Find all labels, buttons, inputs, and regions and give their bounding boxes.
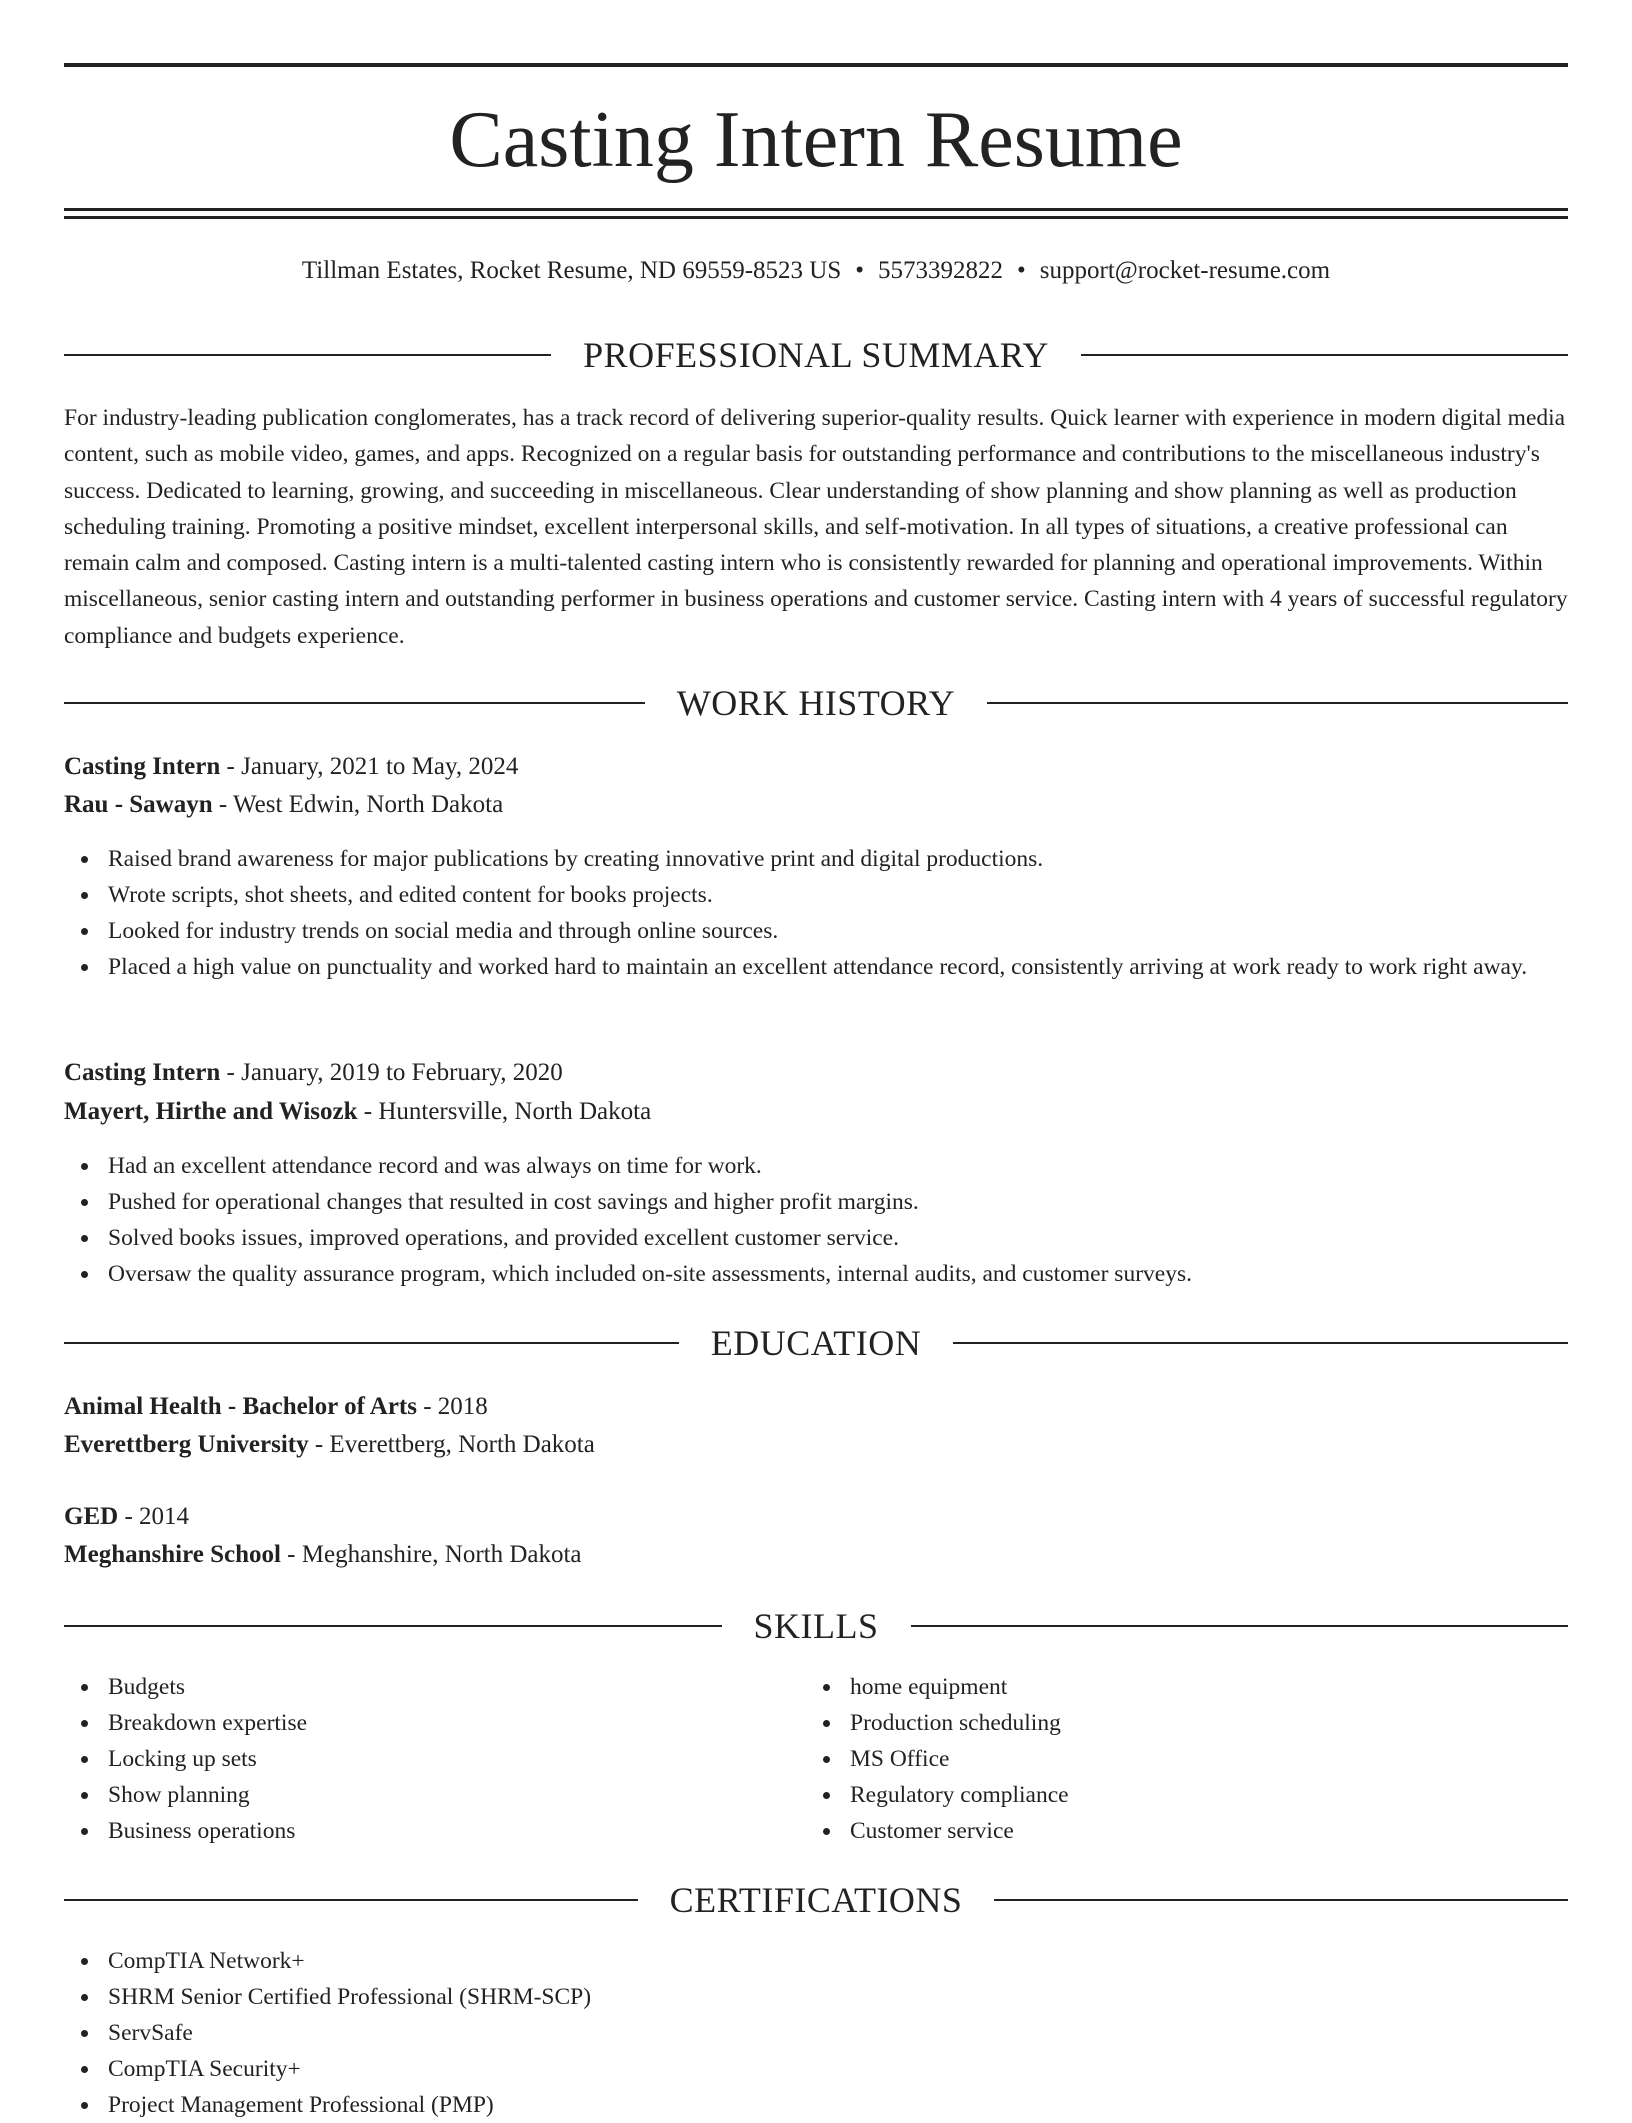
section-rule [64, 354, 551, 356]
job-company-line [64, 788, 1568, 822]
education-degree-line [64, 1500, 1568, 1534]
job-title-line [64, 1056, 1568, 1090]
skill-item: Budgets [64, 1669, 1568, 1705]
contact-separator: • [1017, 257, 1026, 284]
section-rule [64, 1899, 638, 1901]
job-bullet: Wrote scripts, shot sheets, and edited content for books projects. [64, 877, 1568, 913]
skill-item: Regulatory compliance [806, 1777, 1632, 1813]
education-school: Everettberg University [64, 1431, 309, 1458]
job-bullet: Had an excellent attendance record and was always on time for work. [64, 1148, 1568, 1184]
section-rule [953, 1342, 1568, 1344]
job-bullet: Solved books issues, improved operations, and provided excellent customer service. [64, 1220, 1568, 1256]
section-title-summary: PROFESSIONAL SUMMARY [583, 335, 1049, 375]
resume-title: Casting Intern Resume [449, 96, 1183, 184]
job-bullet: Raised brand awareness for major publications by creating innovative print and digital productions. [64, 841, 1568, 877]
section-rule [64, 1342, 679, 1344]
education-degree: GED [64, 1503, 119, 1530]
job-bullet: Pushed for operational changes that resulted in cost savings and higher profit margins. [64, 1184, 1568, 1220]
section-header-education [64, 1321, 1568, 1365]
certification-item: SHRM Senior Certified Professional (SHRM-SCP) [64, 1979, 1568, 2015]
skill-item: Breakdown expertise [64, 1705, 1568, 1741]
section-rule [911, 1625, 1569, 1627]
certification-item: CompTIA Network+ [64, 1943, 1568, 1979]
section-header-skills [64, 1604, 1568, 1648]
contact-line [64, 254, 1568, 288]
contact-email: support@rocket-resume.com [1039, 257, 1331, 284]
section-rule [1081, 354, 1568, 356]
education-year: - 2018 [416, 1393, 488, 1420]
job-company: Mayert, Hirthe and Wisozk [64, 1098, 358, 1125]
section-header-work [64, 681, 1568, 725]
job-bullet: Oversaw the quality assurance program, which included on-site assessments, internal audits, and customer surveys. [64, 1256, 1568, 1292]
job-title-line [64, 750, 1568, 784]
skill-item: MS Office [806, 1741, 1632, 1777]
contact-separator: • [855, 257, 865, 284]
skill-item: home equipment [806, 1669, 1632, 1705]
section-title-work: WORK HISTORY [676, 683, 956, 723]
job-company-line [64, 1095, 1568, 1129]
education-year: - 2014 [118, 1503, 190, 1530]
job-bullet: Placed a high value on punctuality and worked hard to maintain an excellent attendance record, consistently arriving at work ready to work right away. [64, 949, 1568, 985]
job-dates: - January, 2019 to February, 2020 [220, 1059, 563, 1086]
job-location: - Huntersville, North Dakota [357, 1098, 652, 1125]
education-degree-line [64, 1390, 1568, 1424]
job-role: Casting Intern [64, 1059, 221, 1086]
education-school-line [64, 1538, 1568, 1572]
section-title-skills: SKILLS [753, 1606, 879, 1646]
professional-summary: For industry-leading publication conglomerates, has a track record of delivering superior-quality results. Quick learner with experience in modern digital media content, such as mobile video, games, and apps. Recognized on a regular basis for outstanding performance and contributions to the miscellaneous industry's success. Dedicated to learning, growing, and succeeding in miscellaneous. Clear understanding of show planning and show planning as well as production scheduling training. Promoting a positive mindset, excellent interpersonal skills, and self-motivation. In all types of situations, a creative professional can remain calm and composed. Casting intern is a multi-talented casting intern who is consistently rewarded for planning and operational improvements. Within miscellaneous, senior casting intern and outstanding performer in business operations and customer service. Casting intern with 4 years of successful regulatory compliance and budgets experience. [64, 405, 1568, 649]
contact-phone: 5573392822 [878, 257, 1004, 284]
section-rule [994, 1899, 1568, 1901]
skill-item: Locking up sets [64, 1741, 1568, 1777]
top-rule [64, 63, 1568, 67]
skill-item: Business operations [64, 1813, 1568, 1849]
education-school-line [64, 1428, 1568, 1462]
job-company: Rau - Sawayn [64, 791, 213, 818]
section-rule [64, 1625, 722, 1627]
skill-item: Production scheduling [806, 1705, 1632, 1741]
contact-address: Tillman Estates, Rocket Resume, ND 69559-8523 US [301, 257, 842, 284]
section-header-certifications [64, 1878, 1568, 1922]
title-double-rule [64, 208, 1568, 219]
education-location: - Meghanshire, North Dakota [280, 1541, 582, 1568]
job-role: Casting Intern [64, 753, 221, 780]
job-bullets [64, 1148, 1568, 1292]
certification-item: Project Management Professional (PMP) [64, 2087, 1568, 2123]
education-degree: Animal Health - Bachelor of Arts [64, 1393, 417, 1420]
section-title-education: EDUCATION [710, 1323, 922, 1363]
section-header-summary [64, 333, 1568, 377]
education-location: - Everettberg, North Dakota [308, 1431, 595, 1458]
certification-item: ServSafe [64, 2015, 1568, 2051]
job-bullet: Looked for industry trends on social media and through online sources. [64, 913, 1568, 949]
section-rule [64, 702, 645, 704]
job-dates: - January, 2021 to May, 2024 [220, 753, 519, 780]
education-school: Meghanshire School [64, 1541, 281, 1568]
certification-item: CompTIA Security+ [64, 2051, 1568, 2087]
skill-item: Show planning [64, 1777, 1568, 1813]
job-bullets [64, 841, 1568, 985]
skill-item: Customer service [806, 1813, 1632, 1849]
skills-list-right [806, 1669, 1632, 1849]
job-location: - West Edwin, North Dakota [212, 791, 504, 818]
certifications-list [64, 1943, 1568, 2123]
section-rule [987, 702, 1568, 704]
section-title-certifications: CERTIFICATIONS [669, 1880, 963, 1920]
